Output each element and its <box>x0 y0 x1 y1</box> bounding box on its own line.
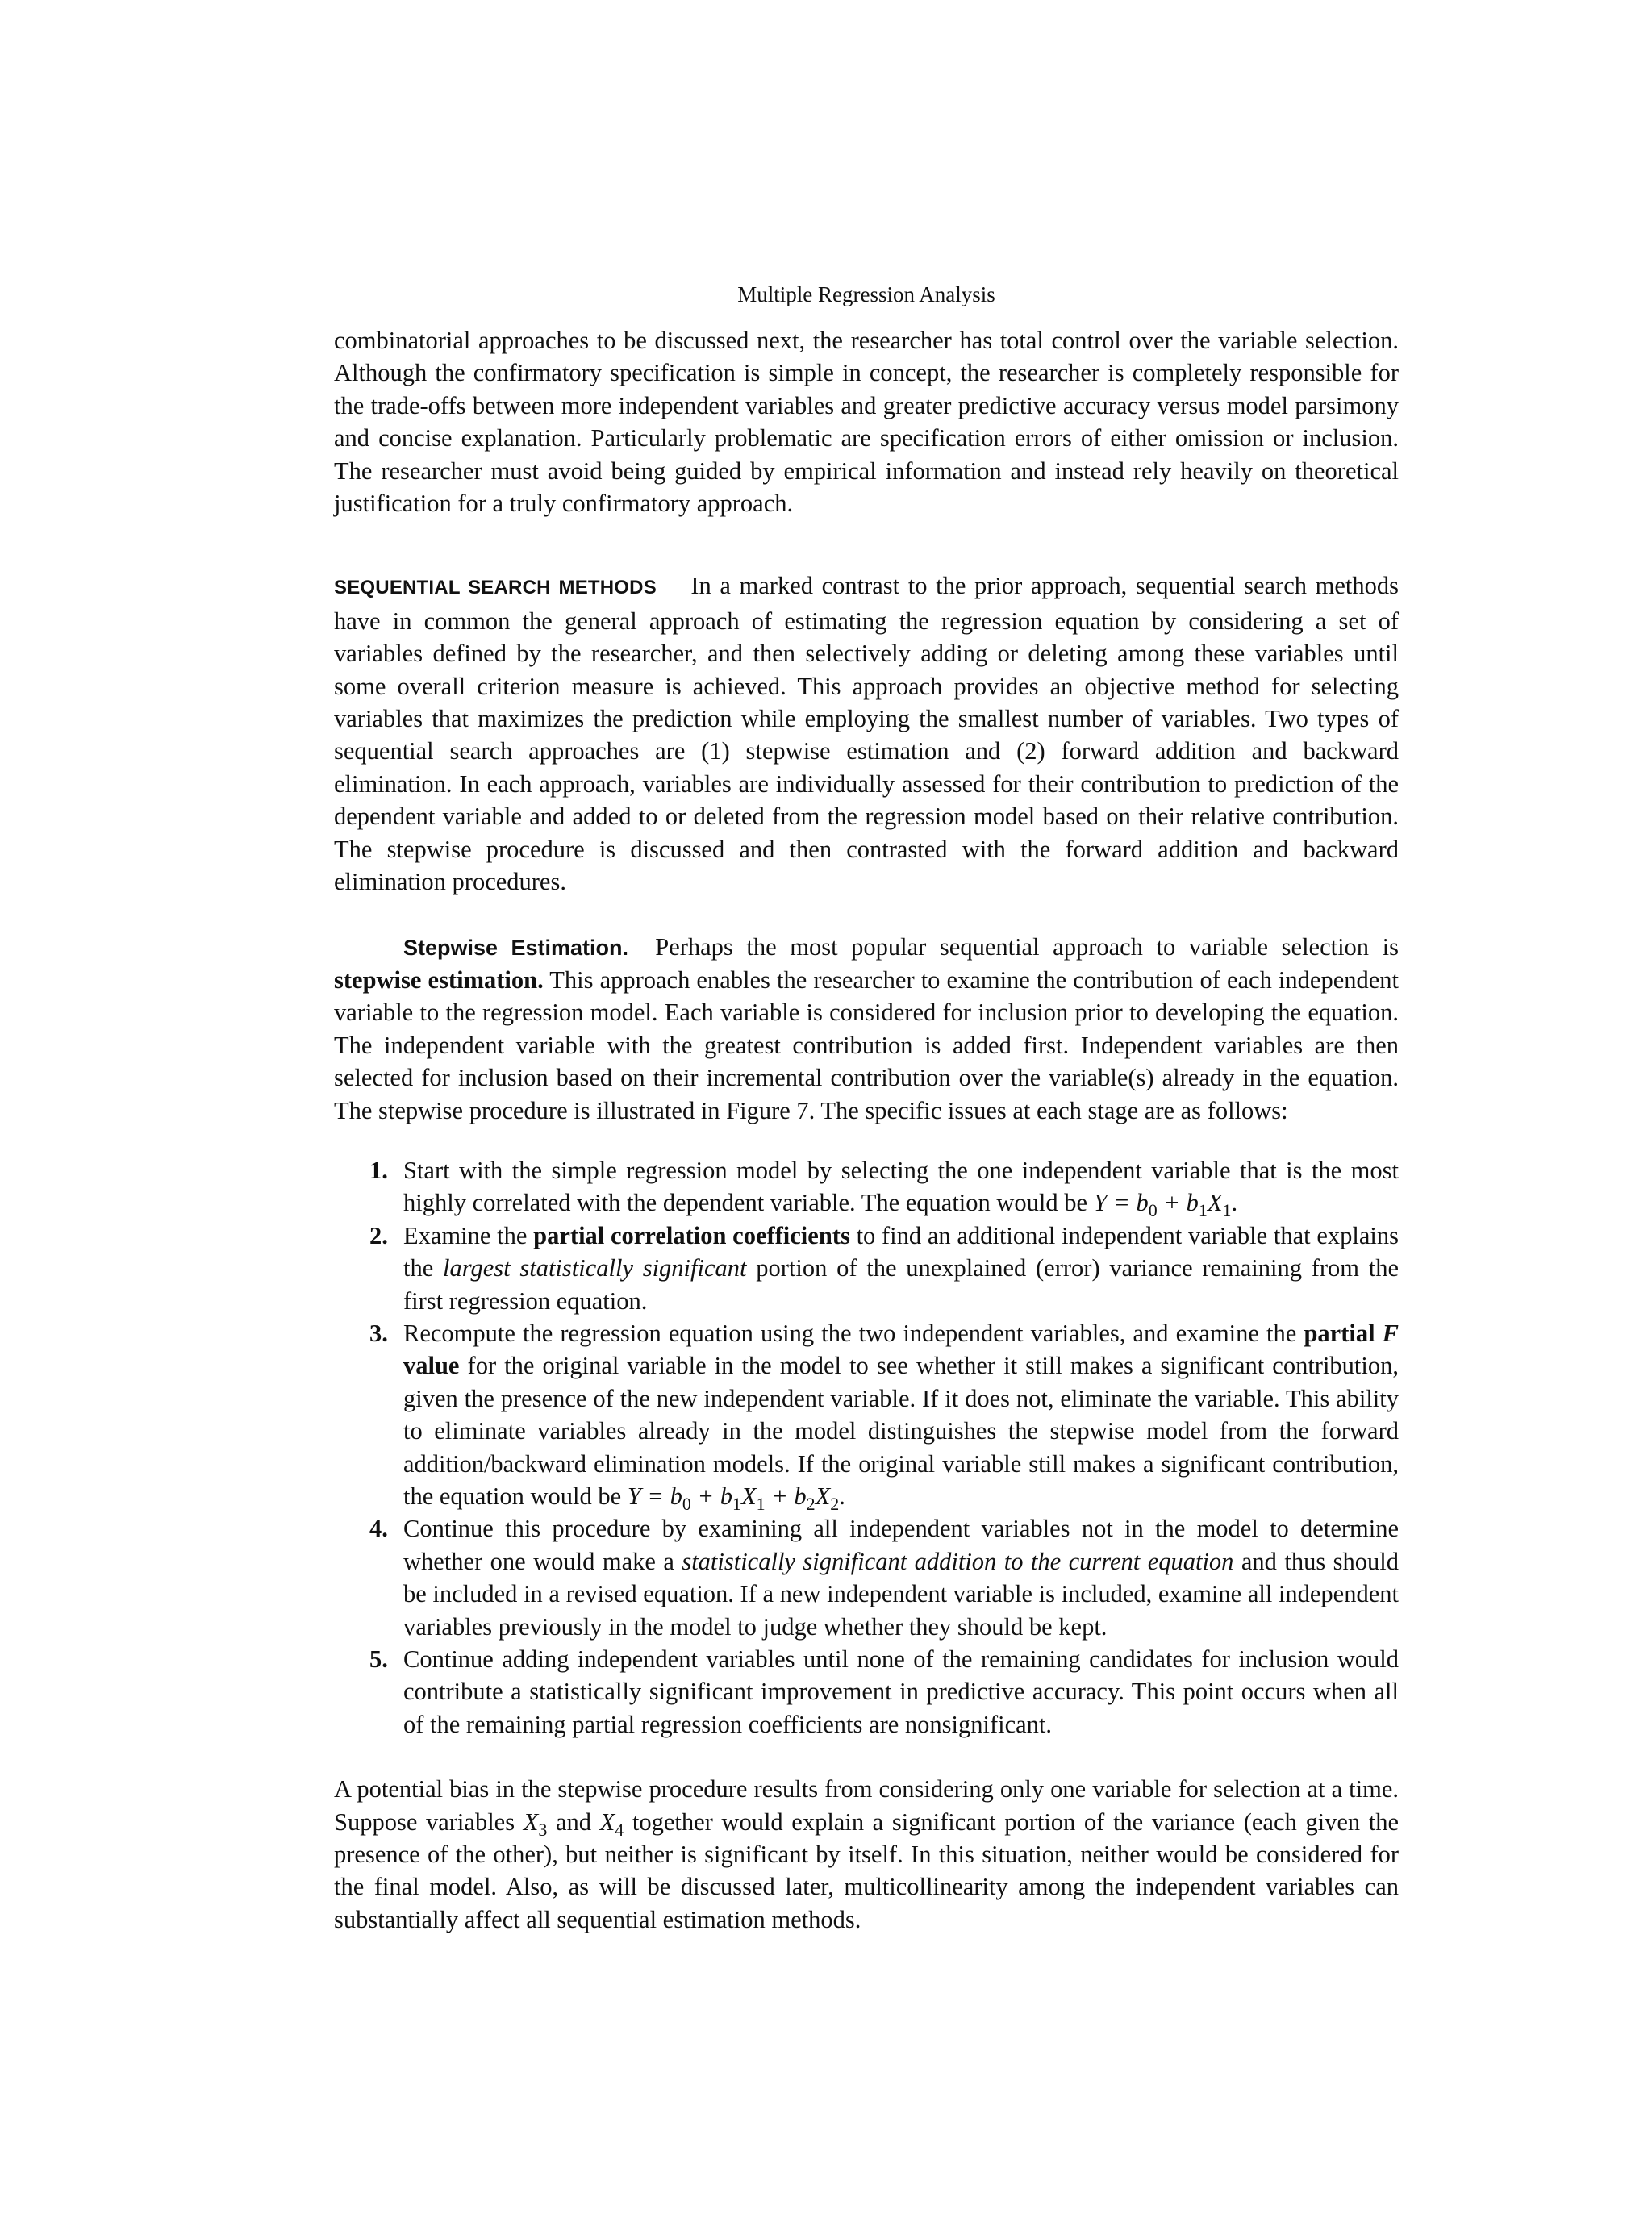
step-number: 5. <box>369 1645 388 1674</box>
list-item-step-2 <box>334 1220 1399 1317</box>
step-text: Recompute the regression equation using the two independent variables, and examine the <box>403 1319 1297 1347</box>
equation-two-variable: $Y = b_0 + b_1X_1 + b_2X_2$ <box>627 1482 840 1515</box>
list-item-step-5 <box>334 1643 1399 1741</box>
step-number: 1. <box>369 1156 388 1184</box>
step-emphasis: largest statistically significant <box>443 1254 747 1282</box>
step-text: and thus should be included in a revised equation. If a new independent variable is included, examine all independent variables previously in the model to judge whether they should be kept. <box>403 1547 1399 1641</box>
sequential-search-paragraph <box>334 569 1399 898</box>
closing-text-2: and <box>555 1808 591 1836</box>
document-page <box>334 281 1399 1936</box>
step-text: for the original variable in the model to see whether it still makes a significant contribution, given the presence of the new independent variable. If it does not, eliminate the variable. This ability to eliminate variables already in the model distinguishes the stepwise model from the forward addition/backward elimination models. If the original variable still makes a significant contribution, the equation would be <box>403 1352 1400 1510</box>
step-text: Continue this procedure by examining all independent variables not in the model to determine whether one would make a <box>403 1515 1399 1575</box>
variable-x3: $X_3$ <box>523 1808 548 1840</box>
stepwise-text-2: This approach enables the researcher to examine the contribution of each independent variable to the regression model. Each variable is considered for inclusion prior to developing the equation. The independent variable with the greatest contribution is added first. Independent variables are then selected for inclusion based on their incremental contribution over the variable(s) already in the equation. The stepwise procedure is illustrated in Figure 7. The specific issues at each stage are as follows: <box>334 965 1399 1124</box>
stepwise-steps-list <box>334 1154 1399 1741</box>
step-text: to find an additional independent variable that explains the <box>403 1221 1400 1282</box>
step-text: Examine the <box>403 1221 528 1249</box>
closing-paragraph <box>334 1773 1399 1936</box>
stepwise-heading: Stepwise Estimation. <box>403 935 629 960</box>
list-item-step-3: 3. Recompute the regression equation using the two independent variables, and examine the partial F value for the original variable in the model to see whether it still makes a significant contribution, given the presence of the new independent variable. If it does not, eliminate the variable. This ability to eliminate variables already in the model distinguishes the stepwise model from the forward addition/backward elimination models. If the original variable still makes a significant contribution, the equation would be $Y = b_0 + b_1X_1 + b_2X_2$. <box>334 1317 1399 1512</box>
sequential-search-text: In a marked contrast to the prior approach, sequential search methods have in common the general approach of estimating the regression equation by considering a set of variables defined by the researcher, and then selectively adding or deleting among these variables until some overall criterion measure is achieved. This approach provides an objective method for selecting variables that maximizes the prediction while employing the smallest number of variables. Two types of sequential search approaches are (1) stepwise estimation and (2) forward addition and backward elimination. In each approach, variables are individually assessed for their contribution to prediction of the dependent variable and added to or deleted from the regression model based on their relative contribution. The stepwise procedure is discussed and then contrasted with the forward addition and backward elimination procedures. <box>334 572 1400 896</box>
step-text: Start with the simple regression model by selecting the one independent variable that is the most highly correlated with the dependent variable. The equation would be <box>403 1156 1399 1217</box>
stepwise-term: stepwise estimation. <box>334 965 544 994</box>
step-number: 4. <box>369 1515 388 1543</box>
variable-x4: $X_4$ <box>599 1808 624 1840</box>
step-text: Continue adding independent variables until none of the remaining candidates for inclusion would contribute a statistically significant improvement in predictive accuracy. This point occurs when all of the remaining partial regression coefficients are nonsignificant. <box>403 1645 1399 1738</box>
step-term: partial correlation coefficients <box>533 1221 850 1249</box>
stepwise-paragraph <box>334 931 1399 1127</box>
step-term: partial F value <box>403 1319 1400 1380</box>
sequential-search-heading: SEQUENTIAL SEARCH METHODS <box>334 577 657 599</box>
running-head: Multiple Regression Analysis <box>737 282 995 306</box>
list-item-step-1: 1. Start with the simple regression model by selecting the one independent variable that is the most highly correlated with the dependent variable. The equation would be $Y = b_0 + b_1X_1$. <box>334 1154 1399 1220</box>
list-item-step-4 <box>334 1512 1399 1643</box>
step-number: 3. <box>369 1319 388 1347</box>
step-emphasis: statistically significant addition to the current equation <box>682 1547 1234 1575</box>
step-text: portion of the unexplained (error) variance remaining from the first regression equation. <box>403 1254 1400 1315</box>
closing-text-3: together would explain a significant portion of the variance (each given the presence of the other), but neither is significant by itself. In this situation, neither would be considered for the final model. Also, as will be discussed later, multicollinearity among the independent variables can substantially affect all sequential estimation methods. <box>334 1808 1400 1933</box>
closing-text-1: A potential bias in the stepwise procedure results from considering only one variable for selection at a time. Suppose variables <box>334 1775 1399 1836</box>
step-number: 2. <box>369 1221 388 1249</box>
stepwise-text-1: Perhaps the most popular sequential approach to variable selection is <box>655 932 1399 961</box>
equation-simple: $Y = b_0 + b_1X_1$ <box>1093 1189 1232 1221</box>
intro-paragraph: combinatorial approaches to be discussed next, the researcher has total control over the variable selection. Although the confirmatory specification is simple in concept, the researcher is completely responsible for the trade-offs between more independent variables and greater predictive accuracy versus model parsimony and concise explanation. Particularly problematic are specification errors of either omission or inclusion. The researcher must avoid being guided by empirical information and instead rely heavily on theoretical justification for a truly confirmatory approach. <box>334 327 1399 518</box>
